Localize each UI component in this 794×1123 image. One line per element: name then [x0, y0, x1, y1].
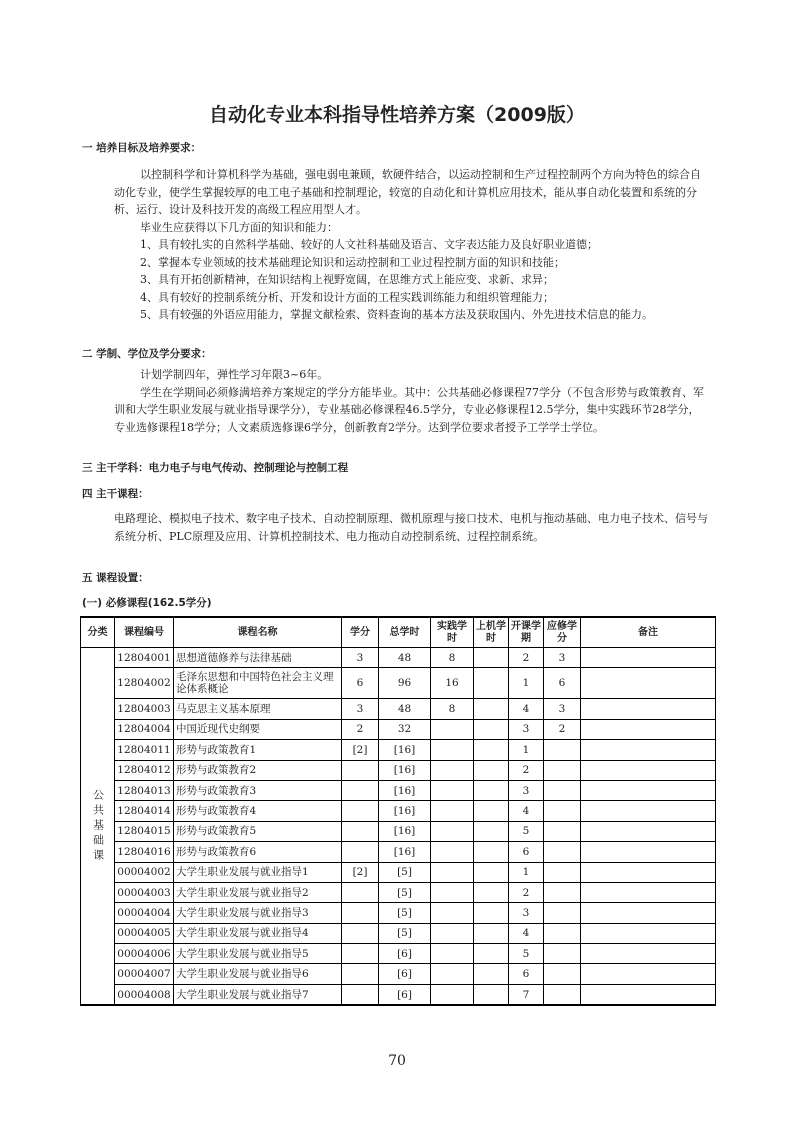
cell-practice: 8 — [431, 699, 474, 719]
cell-hours: [5] — [379, 862, 431, 882]
cell-note — [581, 740, 716, 760]
table-body — [81, 648, 716, 1006]
cell-lab — [474, 648, 509, 668]
cell-code: 12804001 — [115, 648, 174, 668]
cell-credit: [2] — [342, 862, 379, 882]
cell-name: 大学生职业发展与就业指导4 — [174, 923, 342, 943]
cell-name: 大学生职业发展与就业指导1 — [174, 862, 342, 882]
cell-name: 形势与政策教育6 — [174, 842, 342, 862]
cell-credit: 3 — [342, 648, 379, 668]
cell-hours: [16] — [379, 821, 431, 841]
cell-lab — [474, 964, 509, 984]
ability-item: 4、具有较好的控制系统分析、开发和设计方面的工程实践训练能力和组织管理能力； — [140, 290, 554, 304]
cell-req — [544, 821, 581, 841]
column-header: 实践学时 — [431, 617, 474, 648]
column-header: 课程名称 — [174, 617, 342, 648]
document-title: 自动化专业本科指导性培养方案（2009版） — [209, 104, 585, 126]
category-cell: 公共基础课 — [81, 648, 115, 1006]
cell-code: 00004004 — [115, 903, 174, 923]
cell-hours: [6] — [379, 944, 431, 964]
cell-note — [581, 780, 716, 800]
cell-req — [544, 760, 581, 780]
cell-credit — [342, 984, 379, 1005]
section-1-heading: 一 培养目标及培养要求： — [82, 142, 202, 154]
table-row — [81, 964, 716, 984]
cell-term: 1 — [509, 668, 544, 699]
cell-term: 5 — [509, 821, 544, 841]
cell-name: 大学生职业发展与就业指导2 — [174, 882, 342, 902]
cell-hours: [5] — [379, 882, 431, 902]
cell-hours: [16] — [379, 842, 431, 862]
cell-practice — [431, 944, 474, 964]
cell-lab — [474, 699, 509, 719]
cell-hours: 32 — [379, 719, 431, 739]
cell-lab — [474, 923, 509, 943]
cell-credit: [2] — [342, 740, 379, 760]
cell-credit: 6 — [342, 668, 379, 699]
cell-note — [581, 821, 716, 841]
cell-name: 形势与政策教育4 — [174, 801, 342, 821]
section-2-paragraph-2: 学生在学期间必须修满培养方案规定的学分方能毕业。其中：公共基础必修课程77学分（不包含形势与政策教育、军训和大学生职业发展与就业指导课学分），专业基础必修课程46.5学分，专业必修课程12.5学分，集中实践环节28学分，专业选修课程18学分；人文素质选修课6学分，创新教育2学分。达到学位要求者授予工学学士学位。 — [114, 385, 704, 434]
cell-practice — [431, 821, 474, 841]
cell-practice — [431, 719, 474, 739]
column-header: 开课学期 — [509, 617, 544, 648]
cell-code: 00004002 — [115, 862, 174, 882]
cell-practice — [431, 740, 474, 760]
cell-req — [544, 984, 581, 1005]
ability-item: 3、具有开拓创新精神，在知识结构上视野宽阔，在思维方式上能应变、求新、求异； — [140, 273, 554, 286]
cell-credit — [342, 923, 379, 943]
cell-term: 2 — [509, 882, 544, 902]
cell-practice — [431, 964, 474, 984]
cell-name: 形势与政策教育3 — [174, 780, 342, 800]
cell-term: 4 — [509, 923, 544, 943]
table-header-row — [81, 617, 716, 648]
ability-item: 1、具有较扎实的自然科学基础、较好的人文社科基础及语言、文字表达能力及良好职业道德； — [140, 238, 598, 251]
cell-credit — [342, 882, 379, 902]
table-row — [81, 903, 716, 923]
section-5-heading: 五 课程设置： — [82, 572, 149, 584]
section-3-heading: 三 主干学科：电力电子与电气传动、控制理论与控制工程 — [82, 462, 349, 474]
cell-hours: [6] — [379, 964, 431, 984]
cell-req: 3 — [544, 648, 581, 668]
cell-term: 5 — [509, 944, 544, 964]
table-row — [81, 821, 716, 841]
cell-note — [581, 903, 716, 923]
cell-practice — [431, 842, 474, 862]
section-1-body — [114, 166, 708, 324]
cell-practice — [431, 760, 474, 780]
section-1-intro: 毕业生应获得以下几方面的知识和能力： — [140, 220, 338, 234]
column-header: 分类 — [81, 617, 115, 648]
cell-req — [544, 780, 581, 800]
cell-name: 毛泽东思想和中国特色社会主义理论体系概论 — [174, 668, 342, 699]
ability-list — [114, 236, 708, 324]
cell-code: 12804012 — [115, 760, 174, 780]
cell-practice: 8 — [431, 648, 474, 668]
cell-credit: 3 — [342, 699, 379, 719]
cell-term: 1 — [509, 740, 544, 760]
cell-name: 大学生职业发展与就业指导5 — [174, 944, 342, 964]
cell-term: 4 — [509, 699, 544, 719]
column-header: 课程编号 — [115, 617, 174, 648]
cell-note — [581, 882, 716, 902]
cell-req — [544, 740, 581, 760]
cell-hours: 48 — [379, 648, 431, 668]
cell-lab — [474, 780, 509, 800]
cell-code: 12804014 — [115, 801, 174, 821]
column-header: 备注 — [581, 617, 716, 648]
cell-req: 2 — [544, 719, 581, 739]
cell-note — [581, 668, 716, 699]
column-header: 总学时 — [379, 617, 431, 648]
table-row — [81, 862, 716, 882]
table-row — [81, 760, 716, 780]
cell-req — [544, 964, 581, 984]
cell-term: 6 — [509, 842, 544, 862]
cell-lab — [474, 821, 509, 841]
cell-name: 形势与政策教育2 — [174, 760, 342, 780]
cell-lab — [474, 944, 509, 964]
cell-name: 大学生职业发展与就业指导6 — [174, 964, 342, 984]
cell-note — [581, 719, 716, 739]
cell-credit — [342, 944, 379, 964]
cell-practice — [431, 862, 474, 882]
cell-lab — [474, 668, 509, 699]
cell-code: 12804003 — [115, 699, 174, 719]
cell-code: 12804002 — [115, 668, 174, 699]
cell-lab — [474, 862, 509, 882]
cell-term: 2 — [509, 648, 544, 668]
cell-note — [581, 842, 716, 862]
cell-code: 00004003 — [115, 882, 174, 902]
cell-term: 2 — [509, 760, 544, 780]
cell-name: 大学生职业发展与就业指导7 — [174, 984, 342, 1005]
section-1-paragraph: 以控制科学和计算机科学为基础，强电弱电兼顾，软硬件结合，以运动控制和生产过程控制两个方向为特色的综合自动化专业，使学生掌握较厚的电工电子基础和控制理论，较宽的自动化和计算机应用技术，能从事自动化装置和系统的分析、运行、设计及科技开发的高级工程应用型人才。 — [114, 168, 701, 216]
ability-item: 2、掌握本专业领域的技术基础理论知识和运动控制和工业过程控制方面的知识和技能； — [140, 255, 565, 269]
cell-code: 00004007 — [115, 964, 174, 984]
cell-req — [544, 842, 581, 862]
column-header: 学分 — [342, 617, 379, 648]
table-row — [81, 699, 716, 719]
cell-credit — [342, 780, 379, 800]
cell-note — [581, 984, 716, 1005]
cell-lab — [474, 882, 509, 902]
section-4-paragraph: 电路理论、模拟电子技术、数字电子技术、自动控制原理、微机原理与接口技术、电机与拖动基础、电力电子技术、信号与系统分析、PLC原理及应用、计算机控制技术、电力拖动自动控制系统、过程控制系统。 — [114, 512, 708, 543]
cell-hours: [5] — [379, 923, 431, 943]
cell-code: 12804016 — [115, 842, 174, 862]
cell-practice — [431, 984, 474, 1005]
cell-practice — [431, 801, 474, 821]
cell-note — [581, 760, 716, 780]
cell-hours: [16] — [379, 780, 431, 800]
cell-req: 6 — [544, 668, 581, 699]
cell-req — [544, 923, 581, 943]
cell-lab — [474, 719, 509, 739]
table-row — [81, 668, 716, 699]
table-row — [81, 801, 716, 821]
cell-code: 00004006 — [115, 944, 174, 964]
cell-credit — [342, 964, 379, 984]
cell-req — [544, 882, 581, 902]
column-header: 应修学分 — [544, 617, 581, 648]
cell-credit: 2 — [342, 719, 379, 739]
cell-hours: [16] — [379, 760, 431, 780]
cell-term: 6 — [509, 964, 544, 984]
table-row — [81, 984, 716, 1005]
cell-term: 3 — [509, 780, 544, 800]
cell-req — [544, 862, 581, 882]
cell-req — [544, 944, 581, 964]
cell-lab — [474, 801, 509, 821]
cell-practice — [431, 923, 474, 943]
cell-practice — [431, 882, 474, 902]
cell-name: 形势与政策教育5 — [174, 821, 342, 841]
table-row — [81, 882, 716, 902]
cell-lab — [474, 760, 509, 780]
page-number: 70 — [388, 1053, 406, 1069]
table-row — [81, 648, 716, 668]
table-row — [81, 944, 716, 964]
cell-lab — [474, 842, 509, 862]
cell-hours: [16] — [379, 740, 431, 760]
cell-term: 3 — [509, 719, 544, 739]
cell-term: 4 — [509, 801, 544, 821]
cell-hours: 48 — [379, 699, 431, 719]
table-row — [81, 740, 716, 760]
cell-hours: [5] — [379, 903, 431, 923]
cell-term: 3 — [509, 903, 544, 923]
ability-item: 5、具有较强的外语应用能力，掌握文献检索、资料查询的基本方法及获取国内、外先进技术信息的能力。 — [140, 308, 653, 321]
cell-note — [581, 923, 716, 943]
section-2-heading: 二 学制、学位及学分要求： — [82, 348, 212, 360]
cell-note — [581, 964, 716, 984]
cell-req — [544, 801, 581, 821]
cell-practice: 16 — [431, 668, 474, 699]
table-row — [81, 923, 716, 943]
column-header: 上机学时 — [474, 617, 509, 648]
cell-hours: [6] — [379, 984, 431, 1005]
table-row — [81, 719, 716, 739]
section-2-paragraph-1: 计划学制四年，弹性学习年限3~6年。 — [140, 368, 329, 381]
cell-credit — [342, 821, 379, 841]
cell-lab — [474, 903, 509, 923]
cell-credit — [342, 760, 379, 780]
cell-note — [581, 944, 716, 964]
cell-note — [581, 862, 716, 882]
table-row — [81, 780, 716, 800]
cell-note — [581, 699, 716, 719]
cell-name: 大学生职业发展与就业指导3 — [174, 903, 342, 923]
cell-lab — [474, 984, 509, 1005]
table-row — [81, 842, 716, 862]
section-4-body — [114, 510, 708, 545]
cell-req: 3 — [544, 699, 581, 719]
cell-name: 中国近现代史纲要 — [174, 719, 342, 739]
cell-code: 12804011 — [115, 740, 174, 760]
cell-code: 12804013 — [115, 780, 174, 800]
cell-code: 12804004 — [115, 719, 174, 739]
cell-note — [581, 801, 716, 821]
cell-req — [544, 903, 581, 923]
section-4-heading: 四 主干课程： — [82, 488, 149, 500]
cell-lab — [474, 740, 509, 760]
cell-term: 7 — [509, 984, 544, 1005]
cell-note — [581, 648, 716, 668]
cell-credit — [342, 842, 379, 862]
cell-code: 00004005 — [115, 923, 174, 943]
cell-code: 12804015 — [115, 821, 174, 841]
cell-term: 1 — [509, 862, 544, 882]
cell-hours: [16] — [379, 801, 431, 821]
cell-hours: 96 — [379, 668, 431, 699]
cell-name: 马克思主义基本原理 — [174, 699, 342, 719]
cell-credit — [342, 903, 379, 923]
course-table — [80, 616, 716, 1006]
cell-practice — [431, 903, 474, 923]
cell-code: 00004008 — [115, 984, 174, 1005]
required-courses-subheading: (一) 必修课程(162.5学分) — [82, 597, 212, 609]
cell-name: 思想道德修养与法律基础 — [174, 648, 342, 668]
cell-credit — [342, 801, 379, 821]
cell-name: 形势与政策教育1 — [174, 740, 342, 760]
cell-practice — [431, 780, 474, 800]
section-2-body — [114, 366, 708, 436]
